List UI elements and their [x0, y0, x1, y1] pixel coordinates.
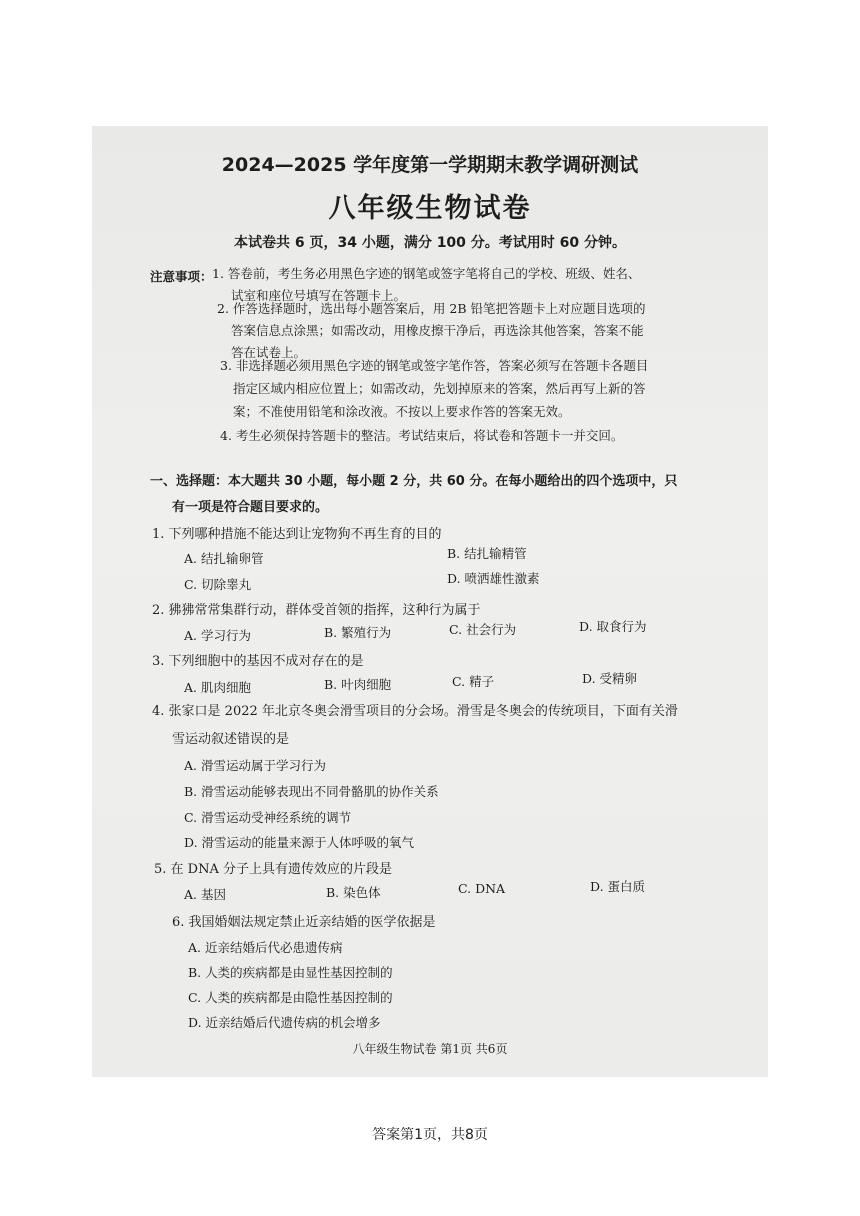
question-stem: 3. 下列细胞中的基因不成对存在的是	[152, 654, 364, 669]
option: B. 叶肉细胞	[324, 677, 392, 692]
option: B. 人类的疾病都是由显性基因控制的	[188, 965, 393, 980]
question-stem: 1. 下列哪种措施不能达到让宠物狗不再生育的目的	[152, 527, 442, 542]
option: D. 蛋白质	[590, 879, 646, 894]
option: A. 肌肉细胞	[184, 680, 251, 695]
question-stem: 雪运动叙述错误的是	[172, 732, 290, 747]
notice-item: 答案信息点涂黑；如需改动，用橡皮擦干净后，再选涂其他答案，答案不能	[231, 323, 644, 338]
exam-subtitle: 八年级生物试卷	[328, 193, 532, 224]
notice-label: 注意事项：	[150, 269, 213, 284]
inner-page-footer: 八年级生物试卷 第1页 共6页	[352, 1042, 508, 1056]
option: A. 学习行为	[184, 628, 251, 643]
exam-title: 2024—2025 学年度第一学期期末教学调研测试	[221, 154, 639, 176]
option: D. 喷洒雄性激素	[447, 571, 540, 586]
option: A. 基因	[184, 887, 226, 902]
page-footer: 答案第1页，共8页	[372, 1127, 488, 1143]
question-stem: 2. 狒狒常常集群行动，群体受首领的指挥，这种行为属于	[152, 603, 481, 618]
option: B. 结扎输精管	[447, 546, 527, 561]
option: C. 滑雪运动受神经系统的调节	[184, 810, 352, 825]
option: A. 近亲结婚后代必患遗传病	[188, 940, 343, 955]
option: C. DNA	[458, 881, 506, 896]
notice-item: 1. 答卷前，考生务必用黑色字迹的钢笔或签字笔将自己的学校、班级、姓名、	[212, 266, 641, 281]
option: C. 人类的疾病都是由隐性基因控制的	[188, 990, 393, 1005]
option: C. 社会行为	[449, 622, 517, 637]
notice-item: 案；不准使用铅笔和涂改液。不按以上要求作答的答案无效。	[233, 404, 571, 419]
option: B. 染色体	[326, 885, 381, 900]
notice-item: 指定区域内相应位置上；如需改动，先划掉原来的答案，然后再写上新的答	[233, 381, 646, 396]
notice-item: 试室和座位号填写在答题卡上。	[231, 288, 407, 303]
exam-info: 本试卷共 6 页，34 小题，满分 100 分。考试用时 60 分钟。	[233, 235, 627, 251]
question-stem: 6. 我国婚姻法规定禁止近亲结婚的医学依据是	[172, 915, 436, 930]
option: C. 精子	[452, 674, 495, 689]
option: D. 滑雪运动的能量来源于人体呼吸的氧气	[184, 835, 415, 850]
option: D. 受精卵	[582, 671, 638, 686]
option: A. 滑雪运动属于学习行为	[184, 758, 326, 773]
option: A. 结扎输卵管	[184, 551, 264, 566]
option: D. 取食行为	[579, 619, 647, 634]
question-stem: 4. 张家口是 2022 年北京冬奥会滑雪项目的分会场。滑雪是冬奥会的传统项目，下面有关滑	[152, 704, 678, 719]
question-stem: 5. 在 DNA 分子上具有遗传效应的片段是	[154, 862, 392, 877]
option: B. 滑雪运动能够表现出不同骨骼肌的协作关系	[184, 784, 439, 799]
option: B. 繁殖行为	[324, 625, 392, 640]
section-heading: 有一项是符合题目要求的。	[172, 500, 329, 515]
notice-item: 4. 考生必须保持答题卡的整洁。考试结束后，将试卷和答题卡一并交回。	[220, 428, 624, 443]
notice-item: 答在试卷上。	[231, 345, 307, 360]
notice-item: 2. 作答选择题时，选出每小题答案后，用 2B 铅笔把答题卡上对应题目选项的	[217, 301, 646, 316]
exam-page-photo	[92, 126, 768, 1077]
section-heading: 一、选择题：本大题共 30 小题，每小题 2 分，共 60 分。在每小题给出的四个选项中，只	[150, 474, 678, 489]
option: C. 切除睾丸	[184, 577, 252, 592]
option: D. 近亲结婚后代遗传病的机会增多	[188, 1015, 381, 1030]
notice-item: 3. 非选择题必须用黑色字迹的钢笔或签字笔作答，答案必须写在答题卡各题目	[220, 358, 649, 373]
